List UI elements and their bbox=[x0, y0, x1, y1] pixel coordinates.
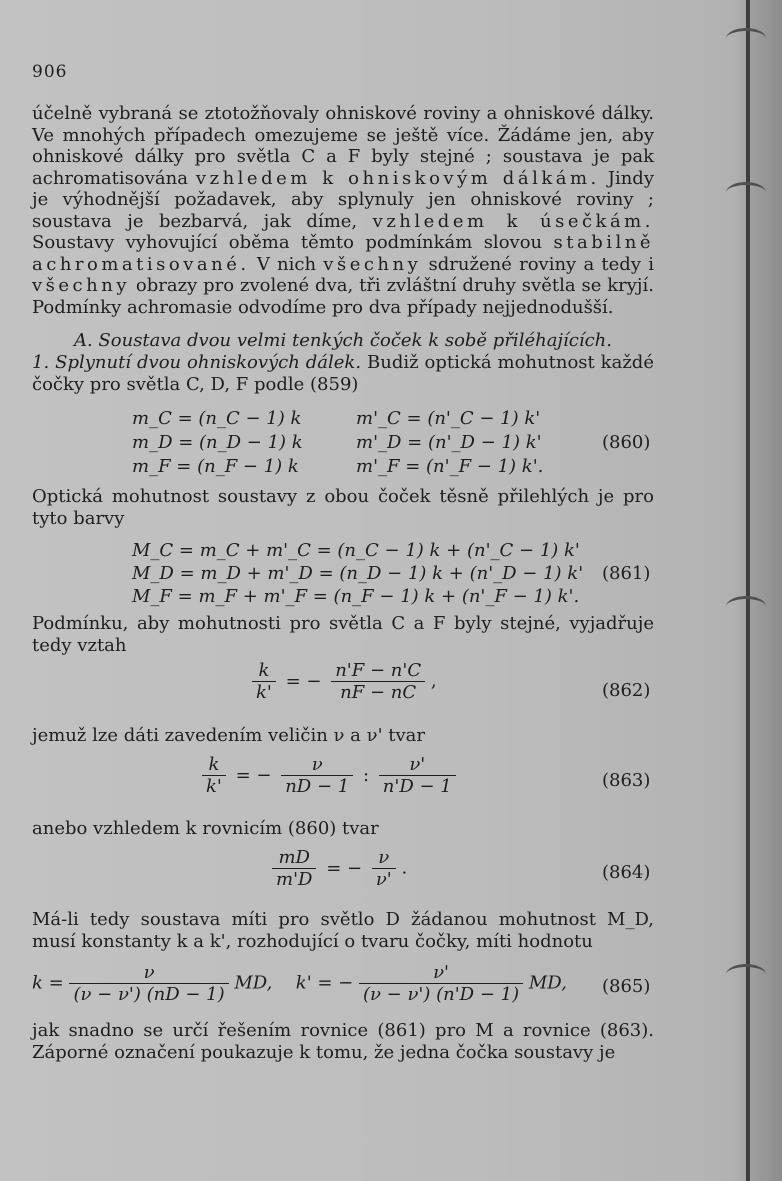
equation-line: m_F = (n_F − 1) k bbox=[132, 456, 299, 477]
equation-line: M_C = m_C + m'_C = (n_C − 1) k + (n'_C − 1) k' bbox=[132, 540, 580, 561]
paragraph-condition: Podmínku, aby mohutnosti pro světla C a F byly stejné, vyjadřuje tedy vztah bbox=[32, 613, 654, 656]
equation-862: $\frac{k}{k'}$ = − $\frac{n'F - n'C}{nF - nC}$ , bbox=[252, 660, 437, 703]
equation-number: (864) bbox=[602, 862, 651, 883]
paragraph-alternative: anebo vzhledem k rovnicím (860) tvar bbox=[32, 818, 379, 839]
equation-line: m'_F = (n'_F − 1) k'. bbox=[356, 456, 544, 477]
binding-thread bbox=[726, 28, 766, 49]
paragraph-constants: Má-li tedy soustava míti pro světlo D žádanou mohutnost M_D, musí konstanty k a k', rozhodující o tvaru čočky, míti hodnotu bbox=[32, 909, 654, 952]
paragraph-substitution: jemuž lze dáti zavedením veličin ν a ν' tvar bbox=[32, 725, 425, 746]
equation-line: m_D = (n_D − 1) k bbox=[132, 432, 303, 453]
paragraph-definition: 1. Splynutí dvou ohniskových dálek. Budiž optická mohutnost každé čočky pro světla C, D, F podle (859) bbox=[32, 352, 654, 395]
equation-line: m_C = (n_C − 1) k bbox=[132, 408, 302, 429]
paragraph-conclusion: jak snadno se určí řešením rovnice (861) pro M a rovnice (863). Záporné označení poukazuje k tomu, že jedna čočka soustavy je bbox=[32, 1020, 654, 1063]
fraction: $\frac{k}{k'}$ bbox=[252, 660, 276, 703]
equation-865: k = $\frac{\nu}{(\nu - \nu') (nD - 1)}$ MD, k' = − $\frac{\nu'}{(\nu - \nu') (n'D - 1)}$ MD, bbox=[32, 962, 567, 1005]
page-binding bbox=[736, 0, 782, 1181]
equation-number: (862) bbox=[602, 680, 651, 701]
equation-number: (861) bbox=[602, 563, 651, 584]
equation-line: m'_D = (n'_D − 1) k' bbox=[356, 432, 542, 453]
page-number: 906 bbox=[32, 62, 68, 82]
equation-863: $\frac{k}{k'}$ = − $\frac{\nu}{nD - 1}$ : $\frac{\nu'}{n'D - 1}$ bbox=[202, 754, 456, 797]
fraction: $\frac{mD}{m'D}$ bbox=[272, 847, 316, 890]
equation-number: (860) bbox=[602, 432, 651, 453]
binding-thread bbox=[726, 964, 766, 985]
equation-line: M_D = m_D + m'_D = (n_D − 1) k + (n'_D − 1) k' bbox=[132, 563, 584, 584]
fraction: $\frac{\nu}{\nu'}$ bbox=[372, 847, 396, 890]
fraction: $\frac{\nu}{(\nu - \nu') (nD - 1)}$ bbox=[69, 962, 228, 1005]
equation-line: m'_C = (n'_C − 1) k' bbox=[356, 408, 541, 429]
equation-864: $\frac{mD}{m'D}$ = − $\frac{\nu}{\nu'}$ . bbox=[272, 847, 407, 890]
sub-heading: 1. Splynutí dvou ohniskových dálek. bbox=[32, 352, 362, 373]
binding-thread bbox=[726, 596, 766, 617]
section-heading: A. Soustava dvou velmi tenkých čoček k sobě přiléhajících. bbox=[73, 330, 612, 351]
fraction: $\frac{\nu}{nD - 1}$ bbox=[281, 754, 353, 797]
fraction: $\frac{\nu'}{n'D - 1}$ bbox=[379, 754, 456, 797]
fraction: $\frac{\nu'}{(\nu - \nu') (n'D - 1)}$ bbox=[359, 962, 523, 1005]
paragraph-intro: účelně vybraná se ztotožňovaly ohniskové roviny a ohniskové dálky. Ve mnohých případech omezujeme se ještě více. Žádáme jen, aby ohniskové dálky pro světla C a F byly stejné ; soustava je pak achromatisována vzhledem k ohniskovým dálkám. Jindy je výhodnější požadavek, aby splynuly jen ohniskové roviny ; soustava je bezbarvá, jak díme, vzhledem k úsečkám. Soustavy vyhovující oběma těmto podmínkám slovou stabilně achromatisované. V nich všechny sdružené roviny a tedy i všechny obrazy pro zvolené dva, tři zvláštní druhy světla se kryjí. Podmínky achromasie odvodíme pro dva případy nejjednodušší. bbox=[32, 103, 654, 318]
binding-thread bbox=[726, 182, 766, 203]
binding-spine-line bbox=[746, 0, 750, 1181]
equation-number: (863) bbox=[602, 770, 651, 791]
equation-line: M_F = m_F + m'_F = (n_F − 1) k + (n'_F − 1) k'. bbox=[132, 586, 580, 607]
equation-number: (865) bbox=[602, 976, 651, 997]
fraction: $\frac{k}{k'}$ bbox=[202, 754, 226, 797]
fraction: $\frac{n'F - n'C}{nF - nC}$ bbox=[331, 660, 425, 703]
paragraph-optical-power: Optická mohutnost soustavy z obou čoček těsně přilehlých je pro tyto barvy bbox=[32, 486, 654, 529]
